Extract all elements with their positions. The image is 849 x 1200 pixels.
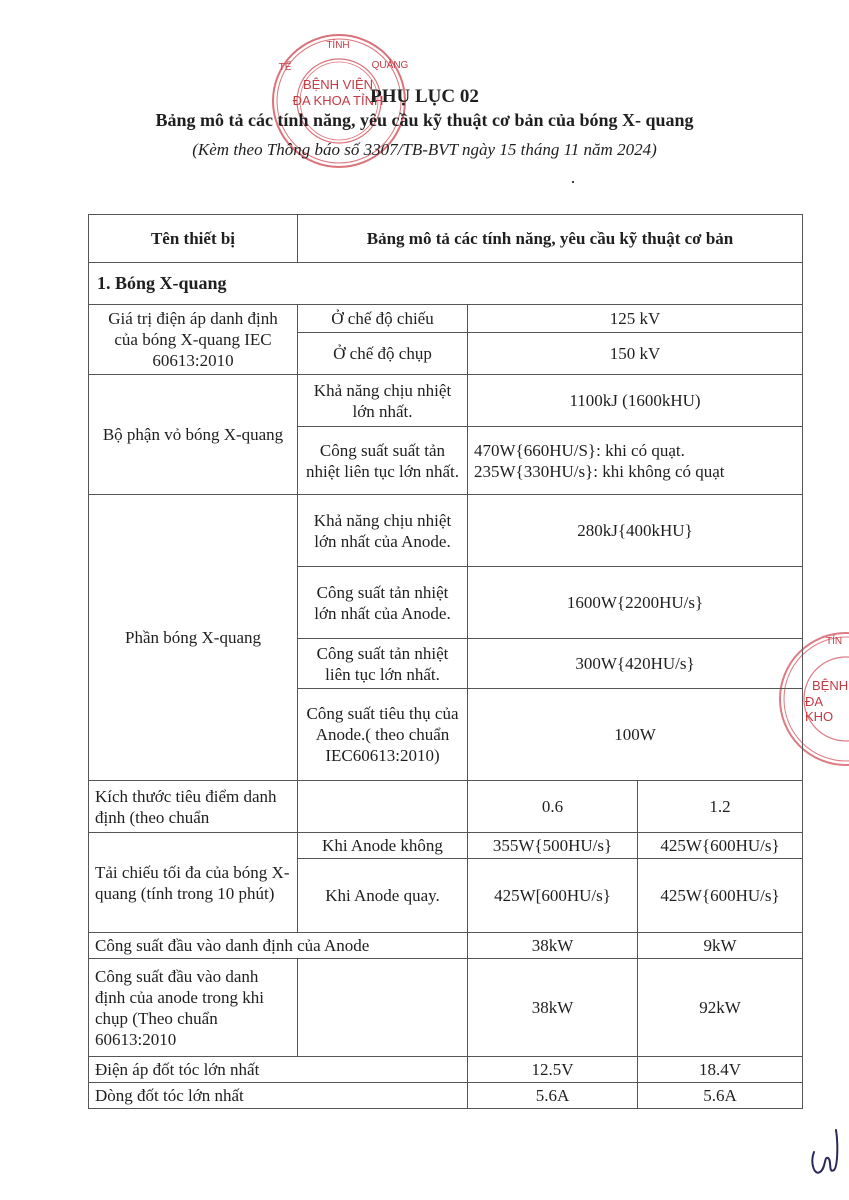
stamp-right-text: QUẢNG (371, 60, 409, 71)
document-title: PHỤ LỤC 02 (370, 86, 479, 107)
stray-dot: · (570, 172, 576, 192)
value-line-without-fan: 235W{330HU/s}: khi không có quạt (474, 461, 725, 481)
row-value-1: 0.6 (468, 781, 638, 833)
row-value-1: 355W{500HU/s} (468, 833, 638, 859)
row-value: 1100kJ (1600kHU) (468, 375, 803, 427)
row-label: Dòng đốt tóc lớn nhất (89, 1083, 468, 1109)
row-value-2: 9kW (638, 933, 803, 959)
table-row (89, 959, 803, 1057)
stamp-left-text: TẾ (278, 62, 292, 73)
side-stamp-line2: ĐA KHO (805, 694, 834, 724)
row-label: Giá trị điện áp danh định của bóng X-quang IEC 60613:2010 (89, 305, 298, 375)
table-row (89, 833, 803, 859)
stamp-line1: BỆNH VIỆN (302, 77, 374, 92)
row-label: Điện áp đốt tóc lớn nhất (89, 1057, 468, 1083)
table-header-row (89, 215, 803, 263)
row-value-1: 5.6A (468, 1083, 638, 1109)
row-value-2: 5.6A (638, 1083, 803, 1109)
row-sublabel: Khả năng chịu nhiệt lớn nhất. (298, 375, 468, 427)
row-value-2: 1.2 (638, 781, 803, 833)
row-value (468, 427, 803, 495)
row-label: Công suất đầu vào danh định của Anode (89, 933, 468, 959)
row-sublabel: Khi Anode không (298, 833, 468, 859)
table-row (89, 1083, 803, 1109)
table-row (89, 1057, 803, 1083)
section-row (89, 263, 803, 305)
table-row (89, 375, 803, 427)
row-value-1: 425W[600HU/s} (468, 859, 638, 933)
row-sublabel-empty (298, 781, 468, 833)
row-value: 150 kV (468, 333, 803, 375)
row-label: Bộ phận vỏ bóng X-quang (89, 375, 298, 495)
row-value-1: 12.5V (468, 1057, 638, 1083)
row-value-2: 92kW (638, 959, 803, 1057)
row-value-1: 38kW (468, 959, 638, 1057)
handwritten-initial (808, 1122, 842, 1182)
row-sublabel: Khả năng chịu nhiệt lớn nhất của Anode. (298, 495, 468, 567)
row-value: 280kJ{400kHU} (468, 495, 803, 567)
table-row (89, 305, 803, 333)
table-row (89, 495, 803, 567)
row-value-2: 425W{600HU/s} (638, 833, 803, 859)
stamp-line2: ĐA KHOA TỈNH (292, 93, 384, 108)
specification-table (88, 214, 803, 1109)
col-device-name-header: Tên thiết bị (89, 215, 298, 263)
row-sublabel: Công suất suất tản nhiệt liên tục lớn nhất. (298, 427, 468, 495)
row-label: Công suất đầu vào danh định của anode trong khi chụp (Theo chuẩn 60613:2010 (89, 959, 298, 1057)
col-description-header: Bảng mô tả các tính năng, yêu cầu kỹ thuật cơ bản (298, 215, 803, 263)
row-sublabel: Công suất tản nhiệt lớn nhất của Anode. (298, 567, 468, 639)
row-sublabel: Khi Anode quay. (298, 859, 468, 933)
row-value: 1600W{2200HU/s} (468, 567, 803, 639)
row-label: Kích thước tiêu điểm danh định (theo chuẩn (89, 781, 298, 833)
row-value-2: 18.4V (638, 1057, 803, 1083)
row-label: Tải chiếu tối đa của bóng X-quang (tính trong 10 phút) (89, 833, 298, 933)
section-title: 1. Bóng X-quang (89, 263, 803, 305)
table-row (89, 933, 803, 959)
row-label: Phần bóng X-quang (89, 495, 298, 781)
row-value-2: 425W{600HU/s} (638, 859, 803, 933)
row-value: 100W (468, 689, 803, 781)
row-value: 300W{420HU/s} (468, 639, 803, 689)
row-sublabel: Công suất tản nhiệt liên tục lớn nhất. (298, 639, 468, 689)
row-sublabel: Ở chế độ chiếu (298, 305, 468, 333)
table-row (89, 781, 803, 833)
value-line-with-fan: 470W{660HU/S}: khi có quạt. (474, 440, 685, 460)
row-value: 125 kV (468, 305, 803, 333)
row-sublabel-empty (298, 959, 468, 1057)
row-sublabel: Ở chế độ chụp (298, 333, 468, 375)
side-stamp-top-text: TỈN (826, 636, 843, 647)
document-subtitle: Bảng mô tả các tính năng, yêu cầu kỹ thuật cơ bản của bóng X- quang (155, 110, 694, 130)
stamp-top-text: TỈNH (326, 40, 350, 51)
row-sublabel: Công suất tiêu thụ của Anode.( theo chuẩn IEC60613:2010) (298, 689, 468, 781)
side-stamp-line1: BỆNH (812, 678, 849, 693)
row-value-1: 38kW (468, 933, 638, 959)
document-reference-note: (Kèm theo Thông báo số 3307/TB-BVT ngày 15 tháng 11 năm 2024) (192, 140, 657, 159)
